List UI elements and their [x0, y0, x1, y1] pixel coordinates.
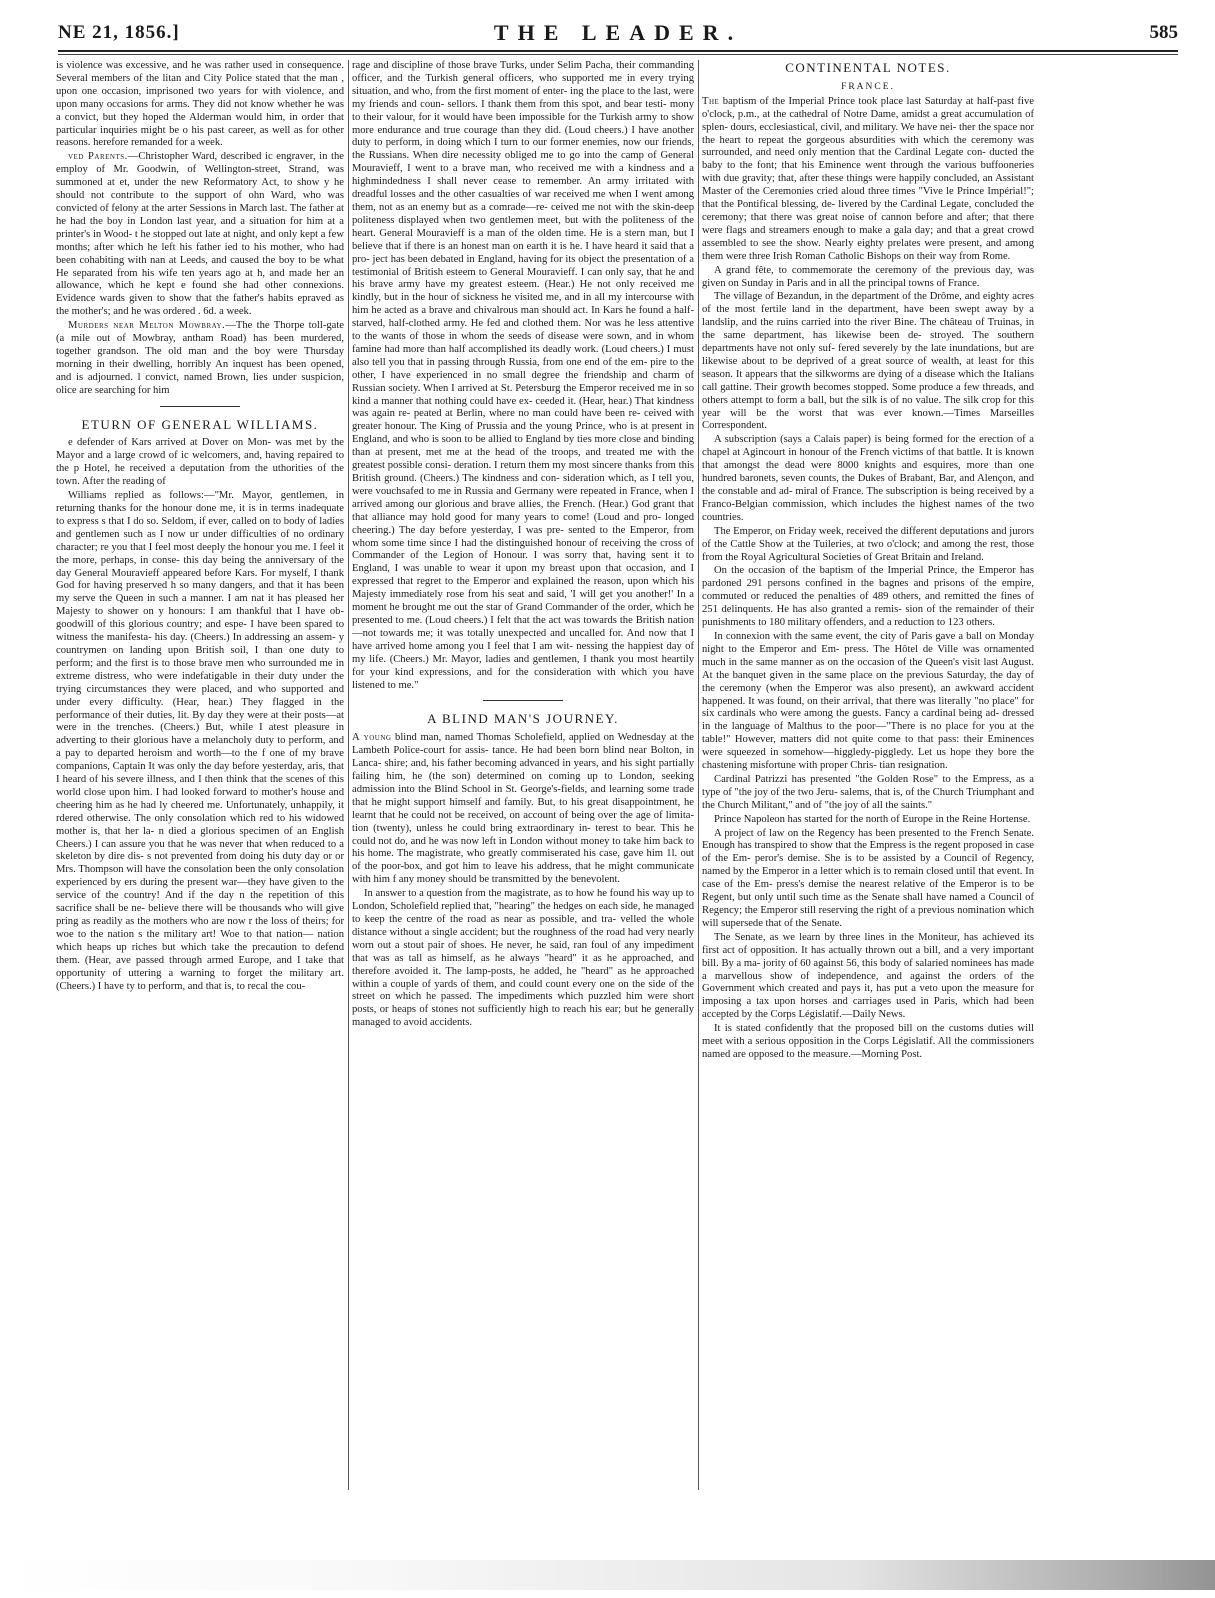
column-2	[352, 60, 694, 1560]
paragraph: A project of law on the Regency has been presented to the French Senate. Enough has transpired to show that the Empress is the regent proposed in case of the Em- peror's demise. She is to be assisted by a Council of Regency, named by the Emperor in a letter which is to remain closed until that event. In case of the Em- press's demise the nearest relative of the Emperor is to be Regent, but only until such time as the Senate shall have named a Council of Regency; the Emperor still reserving the right of a previous nomination which will supersede that of the Senate.	[702, 827, 1034, 929]
paragraph: On the occasion of the baptism of the Imperial Prince, the Emperor has pardoned 291 persons confined in the bagnes and prisons of the empire, commuted or reduced the penalties of 489 others, and remitted the fines of 251 delinquents. He has also granted a remis- sion of the remainder of their punishments to 180 military offenders, and a reduction to 123 others.	[702, 565, 1034, 629]
paragraph: A subscription (says a Calais paper) is being formed for the erection of a chapel at Agincourt in honour of the French victims of that battle. It is known that amongst the dead were 8000 knights and esquires, more than one hundred baronets, seven counts, the Dukes of Brabant, Bar, and Alençon, and the constable and ad- miral of France. The subscription is being received by a Franco-Belgian commission, which includes the highest names of the two countries.	[702, 434, 1034, 523]
paragraph-lead: ved Parents.	[68, 151, 128, 163]
column-divider-1	[348, 60, 349, 1490]
paragraph: Williams replied as follows:—"Mr. Mayor, gentlemen, in returning thanks for the honour done me, it is in terms inadequate to express s that I do so. Seldom, if ever, called on to body of ladies and gentlemen such as I now ur under difficulties of no ordinary character; re you that I feel most deeply the honour you me. I feel it the more, perhaps, in conse- this day being the anniversary of the day General Mouravieff appeared before Kars. For myself, I thank God for having preserved h so many dangers, and that it has been my serve the Queen in such a manner. I am nat it has pleased her Majesty to shower on y honours: I am thankful that I have ob- goodwill of this glorious country; and espe- I have been spared to witness the manifesta- his day. (Cheers.) In addressing an assem- y countrymen on landing upon British soil, I than one duty to perform; and the first is to those brave men who surrounded me in extreme distress, who were indefatigable in their duty under the trying circumstances they were placed, and who supported and under every difficulty. (Hear, hear.) They flagged in the performance of their duties, lit. By day they were at their posts—at were in the trenches. (Cheers.) But, while I atest pleasure in adverting to their glorious have a melancholy duty to perform, and a pay to departed heroism and worth—to the f one of my brave companions, Captain It was only the day before yesterday, aris, that I heard of his severe illness, and I then think that the scenes of this world close upon him. I had looked forward to mother's house and cheering him as he had ly cheered me. Unfortunately, unhappily, it rdered otherwise. The only consolation which red to his widowed mother is, that her la- n died a glorious specimen of an English Cheers.) I can assure you that he was never that when reduced to a skeleton by dire dis- s not prevented from doing his duty day or or Mrs. Thompson will have the consolation been the only consolation experienced by ers during the present war—they have given to the service of the country! And if the day n the repetition of this sacrifice shall be ne- believe there will be thousands who will give pring as readily as the mothers who are now r the loss of theirs; for woe to the nation s the military art! Woe to that nation— nation which heaps up riches but which take the precaution to defend them. (Hear, ave passed through armed Europe, and I take that opportunity of uttering a warning to forget the military art. (Cheers.) I have ty to perform, and that is, to recal the cou-	[56, 490, 344, 992]
paragraph-lead: Murders near Melton Mowbray.	[68, 320, 226, 332]
section-subhead: FRANCE.	[841, 81, 895, 92]
paragraph-lead: A young	[352, 732, 392, 744]
column-divider-2	[698, 60, 699, 1490]
page-number: 585	[1149, 22, 1178, 43]
paragraph: In answer to a question from the magistrate, as to how he found his way up to London, Scholefield replied that, "hearing" the hedges on each side, he managed to keep the centre of the road as near as possible, and tra- velled the whole distance without a single accident; but the roughness of the road had very nearly worn out a stout pair of shoes. He never, he said, ran foul of any impediment that was as tall as himself, as he always "heard" it as he approached, and therefore avoided it. The lamp-posts, he added, he "heard" as he approached within a couple of yards of them, and could count every one on the side of the street on which he passed. The impediments which puzzled him were short posts, or heaps of stones not sufficiently high to reach his ear; but he generally managed to avoid accidents.	[352, 888, 694, 1029]
paragraph: Prince Napoleon has started for the north of Europe in the Reine Hortense.	[714, 813, 1031, 825]
masthead-rule-thin	[58, 54, 1178, 55]
article-headline: ETURN OF GENERAL WILLIAMS.	[81, 416, 319, 432]
paragraph-lead: The	[702, 95, 720, 107]
paragraph: The Senate, as we learn by three lines in the Moniteur, has achieved its first act of opposition. It has actually thrown out a bill, and a very important bill. By a ma- jority of 60 against 56, this body of salaried nominees has made a marvellous show of independence, and against the orders of the Government which created and pays it, has put a veto upon the measure for imposing a tax upon horses and carriages used in Paris, which had been accepted by the Corps Législatif.—Daily News.	[702, 931, 1034, 1021]
paragraph: In connexion with the same event, the city of Paris gave a ball on Monday night to the Emperor and Em- press. The Hôtel de Ville was ornamented much in the same manner as on the occasion of the Queen's visit last August. At the banquet given in the same place on the previous Saturday, the day of the ceremony (when the Emperor was also present), an awkward accident happened. It was found, on their arrival, that there was literally "no place" for six cardinals who were among the guests. Fancy a cardinal being ad- dressed in the language of Malthus to the poor—"There is no place for you at the table!" However, matters did not quite come to that pass: their Eminences were squeezed in somehow—higgledy-piggledy. Let us hope they bore the chastening misfortune with proper Chris- tian resignation.	[702, 630, 1034, 772]
paragraph: rage and discipline of those brave Turks, under Selim Pacha, their commanding officer, and the Turkish general officers, who supported me in every trying situation, and who, from the first moment of enter- ing the place to the last, were my friends and coun- sellors. I thank them from this spot, and bear testi- mony to their valour, for it would have been impossible for the Turkish army to show more endurance and true courage than they did. (Loud cheers.) I have another duty to perform, in doing which I turn to our former enemies, now our friends, the Russians. When dire necessity obliged me to go into the camp of General Mouravieff, I went to a brave man, who received me with a kindness and a highmindedness I shall never cease to remember. An army irritated with dreadful losses and the other casualties of war received me when I went among them, not as an enemy but as a comrade—re- ceived me not with the skin-deep politeness displayed when two gentlemen meet, but with the politeness of the heart. General Mouravieff is a man of the olden time. He is a stern man, but I believe that if there is an honest man on earth it is he. I have heard it said that a pro- ject has been debated in England, having for its object the presentation of a testimonial of British esteem to General Mouravieff. I can only say, that he and his brave army have my greatest esteem. (Hear.) He not only received me kindly, but in the hour of sickness he visited me, and in all my intercourse with him he acted as a brave and chivalrous man should act. In Kars he found a half-starved, half-clothed army. He fed and clothed them. Nor was he less attentive to the wants of those in whom the seeds of disease were sown, and in whom famine had more than half accomplished its deadly work. (Loud cheers.) I must also tell you that in passing through Russia, from one end of the em- pire to the other, I have experienced in no small degree the friendship and charm of Russian society. When I arrived at St. Petersburg the Emperor received me in so kind a manner that nothing could have ex- ceeded it. (Hear, hear.) That kindness was again re- peated at Berlin, where no man could have been re- ceived with greater honour. The King of Prussia and the young Prince, who is at present in England, and who is soon to be allied to England by ties more close and binding than at present, met me at the head of the troops, and treated me with the greatest possible consi- deration. I return them my most sincere thanks from this British ground. (Cheers.) The kindness and con- sideration which, as I tell you, were vouchsafed to me in Russia and Germany were repeated in France, when I arrived among our glorious and brave allies, the French. (Hear.) God grant that that alliance may hold good for many years to come! (Loud and pro- longed cheering.) The day before yesterday, I was pre- sented to the Emperor, from whom some time since I had the distinguished honour of receiving the cross of Commander of the Legion of Honour. I was sorry that, having sent it to England, I was unable to wear it upon my breast upon that occasion, and I expressed that regret to the Emperor and explained the reason, upon which his Majesty immediately rose from his seat and said, 'I will get you another!' In a moment he brought me out the star of Grand Commander of the order, which he presented to me. (Loud cheers.) I felt that the act was towards the British nation—not towards me; it was totally unexpected and uncalled for. And now that I have arrived home among you I feel that I am wit- nessing the happiest day of my life. (Cheers.) Mr. Mayor, ladies and gentlemen, I thank you most heartily for your kind expressions, and for the consideration with which you have listened to me."	[352, 60, 694, 691]
paragraph: The Emperor, on Friday week, received the different deputations and jurors of the Cattle Show at the Tuileries, at two o'clock; and among the rest, those from the Royal Agricultural Societies of Great Britain and Ireland.	[702, 525, 1034, 563]
paragraph: e defender of Kars arrived at Dover on Mon- was met by the Mayor and a large crowd of ic welcomers, and, having repaired to the p Hotel, he received a deputation from the uthorities of the town. After the reading of	[56, 437, 344, 488]
column-3	[702, 60, 1034, 1560]
masthead	[58, 18, 1178, 48]
section-rule	[160, 406, 240, 407]
section-headline: CONTINENTAL NOTES.	[785, 60, 951, 75]
paragraph: A grand fête, to commemorate the ceremony of the previous day, was given on Sunday in Paris and in all the principal towns of France.	[702, 264, 1034, 289]
paragraph: It is stated confidently that the proposed bill on the customs duties will meet with a serious opposition in the Corps Législatif. All the commissioners named are opposed to the measure.—Morning Post.	[702, 1023, 1034, 1060]
article-headline: A BLIND MAN'S JOURNEY.	[427, 711, 619, 727]
paragraph: Cardinal Patrizzi has presented "the Golden Rose" to the Empress, as a type of "the joy of the two Jeru- salems, that is, of the Church Triumphant and the Church Militant," and of "the joy of all the saints."	[702, 773, 1034, 811]
masthead-rule	[58, 50, 1178, 52]
issue-date: NE 21, 1856.]	[58, 22, 180, 43]
scan-edge-smudge	[0, 1560, 1215, 1590]
section-rule	[483, 700, 563, 701]
paragraph: The village of Bezandun, in the department of the Drôme, and eighty acres of the most fertile land in the department, have been swept away by a landslip, and the ruins carried into the river Bine. The château of Truinas, in the same department, has likewise been de- stroyed. The southern departments have not only suf- fered severely by the late inundations, but are likewise about to be deprived of a great source of wealth, at least for this season. It appears that the silkworms are dying of a disease which the Italians call gattine. Their growth becomes stopped. Some produce a few threads, and others attempt to form a ball, but the silk is of no value. The silk crop for this year will be the worst that was ever known.—Times Marseilles Correspondent.	[702, 291, 1034, 432]
newspaper-title: THE LEADER.	[493, 20, 743, 45]
paragraph: Murders near Melton Mowbray.—The the Thorpe toll-gate (a mile out of Mowbray, antham Road) has been murdered, together grandson. The old man and the boy were Thursday morning in their dwelling, horribly An inquest has been opened, and is adjourned. l convict, named Brown, lies under suspicion, olice are searching for him	[56, 320, 344, 396]
paragraph: ved Parents.—Christopher Ward, described ic engraver, in the employ of Mr. Goodwin, of Wellington-street, Strand, was summoned at et, under the new Reformatory Act, to show y he should not contribute to the support of ohn Ward, who was convicted of felony at the arter Sessions in March last. The father at he had the boy in London last year, and a situation for him at a printer's in Wood- t he stopped out late at night, and only kept a few months; after which he left his father ied to his mother, who had been cohabiting with nan at Leeds, and caused the boy to be what He separated from his wife ten years ago at h, and made her an allowance, which he kept e found she had other connexions. Evidence wards given to show that the father's habits epraved as the mother's; and he was ordered . 6d. a week.	[56, 151, 344, 318]
paragraph: is violence was excessive, and he was rather used in consequence. Several members of the litan and City Police stated that the man , upon one occasion, imprisoned two years for with violence, and upon many occasions for arms. They did not know whether he was a convict, but they hoped the Alderman would him, in order that particular inquiries might be o his past career, as well as for other reasons. herefore remanded for a week.	[56, 60, 344, 149]
paragraph: The baptism of the Imperial Prince took place last Saturday at half-past five o'clock, p.m., at the cathedral of Notre Dame, amidst a great accumulation of splen- dours, ecclesiastical, civil, and military. We have nei- ther the space nor the heart to repeat the gorgeous absurdities with which the ceremony was surrounded, and need only mention that the Cardinal Legate con- ducted the baby to the font; that his Eminence went through the various buffooneries with due gravity; that, after these things were happily concluded, an Assistant Master of the Ceremonies cried aloud three times "Vive le Prince Impérial!"; that the Pontifical blessing, de- livered by the Cardinal Legate, concluded the ceremony; that there was great noise of cannon before and after; that there were flags and streamers enough to make a gala day; and that a great crowd assembled to see the show. Nearly eighty prelates were present, and among them were three Irish Roman Catholic Bishops on their way from Rome.	[702, 95, 1034, 262]
column-1	[56, 60, 344, 1560]
paragraph: A young blind man, named Thomas Scholefield, applied on Wednesday at the Lambeth Police-court for assis- tance. He had been born blind near Bolton, in Lanca- shire; and, his father becoming advanced in years, and his sight partially failing him, he (the son) determined on coming up to London, seeking admission into the Blind School in St. George's-fields, and learning some trade that he might support himself and family. But, to his great disappointment, he learnt that he could not be received, on account of being over the age of limita- tion (twenty), unless he could bring extraordinary in- terest to bear. This he could not do, and he was now left in London without money to take him back to his home. The magistrate, who greatly commiserated his case, gave him 1l. out of the poor-box, and got him to leave his address, that he might communicate with him f any money should be transmitted by the benevolent.	[352, 732, 694, 886]
